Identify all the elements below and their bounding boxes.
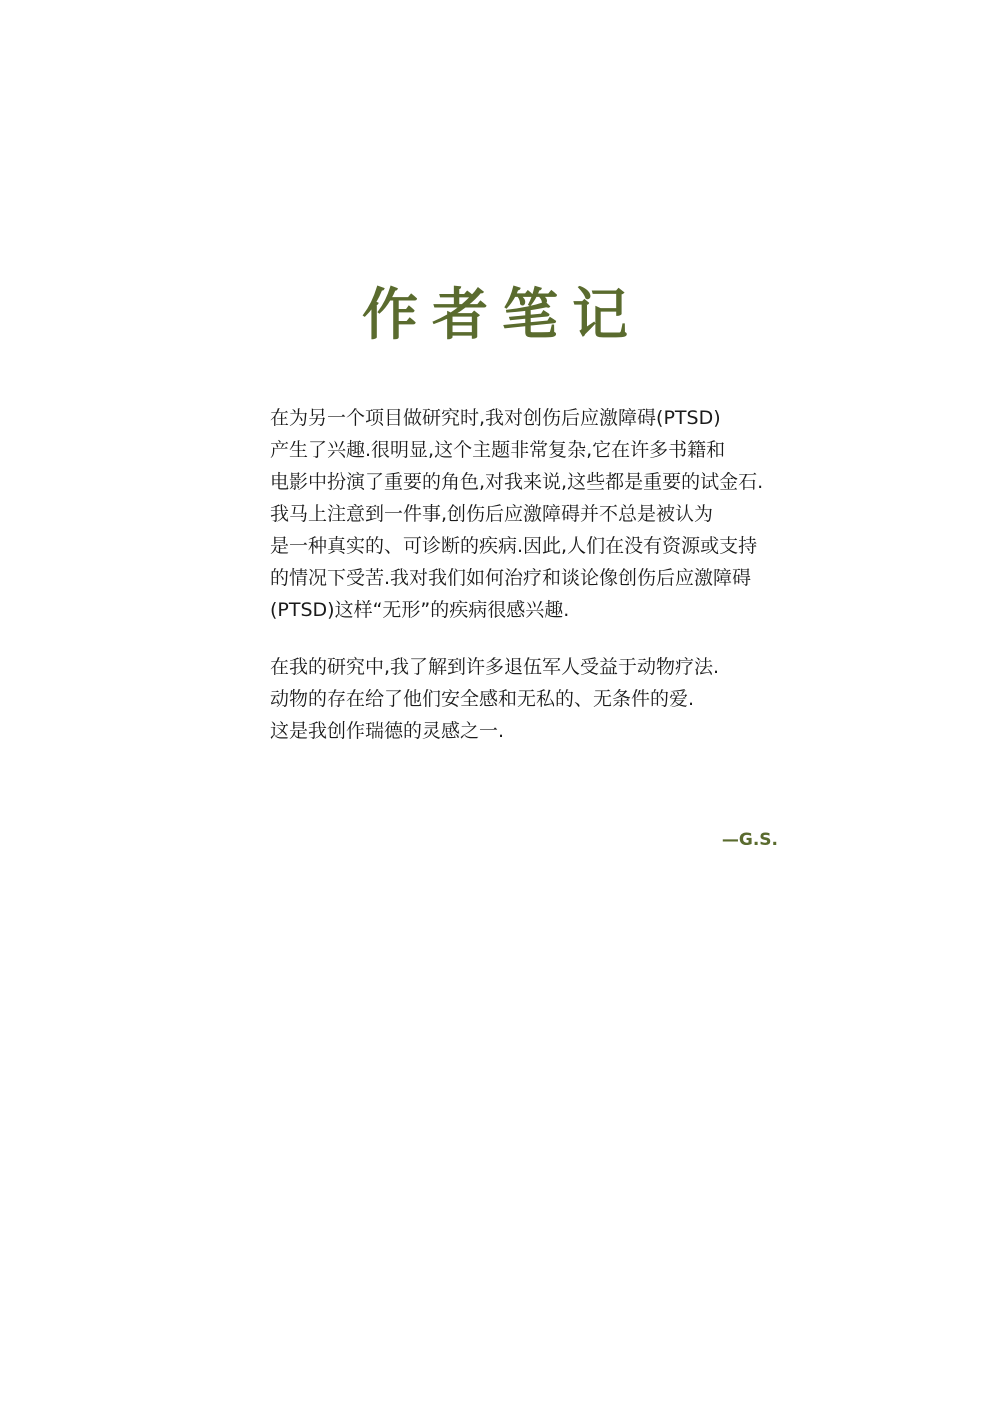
text-line: 是一种真实的、可诊断的疾病.因此,人们在没有资源或支持: [270, 535, 758, 557]
text-line: 这是我创作瑞德的灵感之一.: [270, 720, 505, 742]
text-line: 我马上注意到一件事,创伤后应激障碍并不总是被认为: [270, 503, 714, 525]
text-line: 在我的研究中,我了解到许多退伍军人受益于动物疗法.: [270, 656, 720, 678]
text-line: (PTSD)这样“无形”的疾病很感兴趣.: [270, 599, 570, 621]
text-line: 在为另一个项目做研究时,我对创伤后应激障碍(PTSD): [270, 407, 721, 429]
text-line: 产生了兴趣.很明显,这个主题非常复杂,它在许多书籍和: [270, 439, 726, 461]
paragraph-1: [270, 402, 830, 626]
paragraph-spacer: [270, 626, 830, 651]
body-text: [270, 402, 830, 747]
page-title: 作者笔记: [362, 283, 642, 348]
text-line: 动物的存在给了他们安全感和无私的、无条件的爱.: [270, 688, 695, 710]
text-line: 电影中扮演了重要的角色,对我来说,这些都是重要的试金石.: [270, 471, 764, 493]
author-signature: —G.S.: [721, 830, 778, 850]
text-line: 的情况下受苦.我对我们如何治疗和谈论像创伤后应激障碍: [270, 567, 752, 589]
paragraph-2: [270, 651, 830, 747]
